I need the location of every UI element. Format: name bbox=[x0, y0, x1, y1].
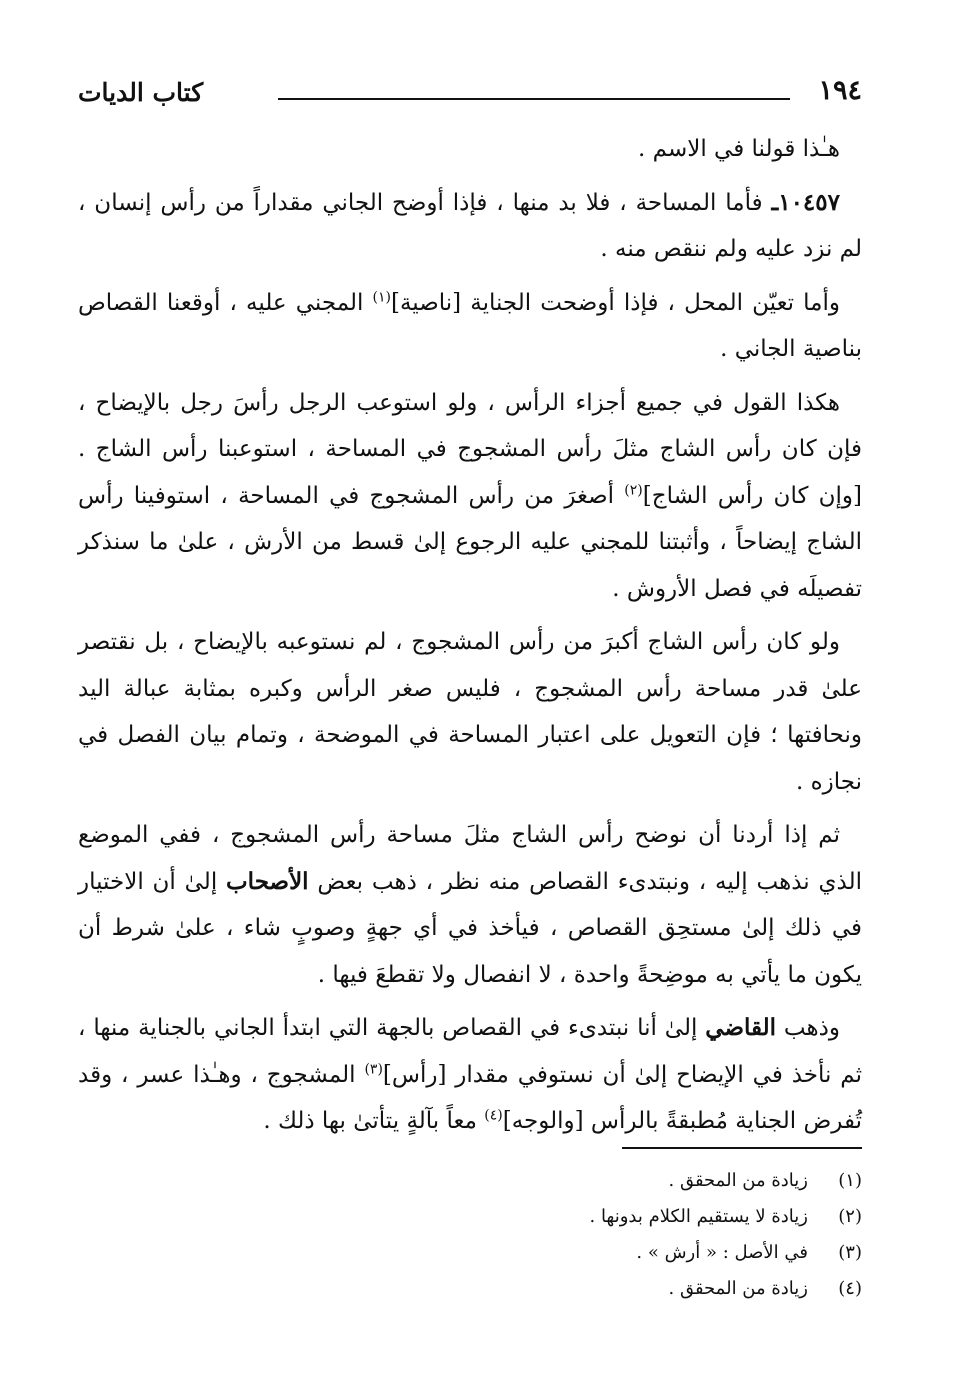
paragraph-4-text: ولو كان رأس الشاج أكبرَ من رأس المشجوج ، لم نستوعبه بالإيضاح ، بل نقتصر علىٰ قدر مساحة رأس المشجوج ، فليس صغر الرأس وكبره بمثابة عبالة اليد ونحافتها ؛ فإن التعويل على اعتبار المساحة في الموضحة ، وتمام بيان الفصل في نجازه . bbox=[78, 629, 862, 795]
paragraph-3-text-b: أصغرَ من رأس المشجوج في المساحة ، استوفينا رأس الشاج إيضاحاً ، وأثبتنا للمجني عليه الرجوع إلىٰ قسط من الأرش ، علىٰ ما سنذكر تفصيلَه في فصل الأروش . bbox=[78, 482, 862, 602]
paragraph-1-text: فأما المساحة ، فلا بد منها ، فإذا أوضح الجاني مقداراً من رأس إنسان ، لم نزد عليه ولم ننقص منه . bbox=[78, 189, 862, 262]
paragraph-5 bbox=[78, 812, 862, 998]
footnote-ref-4[interactable]: (٤) bbox=[484, 1107, 503, 1124]
footnote-number: (٢) bbox=[838, 1206, 862, 1227]
running-title: كتاب الديات bbox=[78, 78, 204, 107]
paragraph-6-text-d: معاً بآلةٍ يتأتىٰ بها ذلك . bbox=[263, 1108, 485, 1134]
paragraph-3-text-a: هكذا القول في جميع أجزاء الرأس ، ولو استوعب الرجل رأسَ رجل بالإيضاح ، فإن كان رأس الشاج مثلَ رأس المشجوج في المساحة ، استوعبنا رأس الشاج . [وإن كان رأس الشاج] bbox=[78, 389, 862, 509]
footnote-ref-2[interactable]: (٢) bbox=[624, 481, 643, 498]
paragraph-2 bbox=[78, 280, 862, 373]
footnote-text: زيادة من المحقق . bbox=[668, 1170, 808, 1191]
footnote-number: (٣) bbox=[838, 1242, 862, 1263]
footnote-separator bbox=[622, 1147, 862, 1149]
body-text bbox=[78, 126, 862, 1152]
paragraph-0 bbox=[78, 126, 862, 173]
paragraph-5-text-a: ثم إذا أردنا أن نوضح رأس الشاج مثلَ مساحة رأس المشجوج ، ففي الموضع الذي نذهب إليه ، ونبتدىء القصاص منه نظر ، ذهب بعض bbox=[78, 822, 862, 895]
paragraph-6 bbox=[78, 1005, 862, 1145]
paragraph-0-text: هـٰذا قولنا في الاسم . bbox=[638, 136, 840, 162]
footnote-number: (١) bbox=[838, 1170, 862, 1191]
page-header bbox=[78, 72, 862, 116]
issue-number: ١٠٤٥٧ـ bbox=[771, 188, 840, 216]
footnote-ref-1[interactable]: (١) bbox=[372, 288, 391, 305]
paragraph-6-text-a: وذهب bbox=[776, 1015, 840, 1041]
footnote-item bbox=[162, 1271, 862, 1307]
paragraph-1 bbox=[78, 180, 862, 273]
paragraph-2-text-b: المجني عليه ، أوقعنا القصاص بناصية الجاني . bbox=[78, 289, 862, 362]
page-number: ١٩٤ bbox=[818, 75, 862, 106]
paragraph-2-text-a: وأما تعيّن المحل ، فإذا أوضحت الجناية [ناصية] bbox=[390, 289, 840, 316]
footnote-item bbox=[162, 1199, 862, 1235]
footnote-text: زيادة لا يستقيم الكلام بدونها . bbox=[589, 1206, 808, 1227]
footnote-text: في الأصل : « أرش » . bbox=[636, 1242, 808, 1263]
term-ashab: الأصحاب bbox=[226, 867, 309, 895]
footnote-item bbox=[162, 1163, 862, 1199]
footnote-text: زيادة من المحقق . bbox=[668, 1278, 808, 1299]
paragraph-6-text-c: المشجوج ، وهـٰذا عسر ، وقد تُفرض الجناية مُطبقةً بالرأس [والوجه] bbox=[78, 1061, 862, 1134]
paragraph-3 bbox=[78, 380, 862, 613]
footnotes bbox=[162, 1163, 862, 1307]
footnote-item bbox=[162, 1235, 862, 1271]
header-rule bbox=[278, 98, 790, 100]
term-qadi: القاضي bbox=[705, 1014, 777, 1041]
footnote-number: (٤) bbox=[838, 1278, 862, 1299]
paragraph-5-text-b: إلىٰ أن الاختيار في ذلك إلىٰ مستحِق القصاص ، فيأخذ في أي جهةٍ وصوبٍ شاء ، علىٰ شرط أن يكون ما يأتي به موضِحةً واحدة ، لا انفصال ولا تقطعَ فيها . bbox=[78, 868, 862, 988]
paragraph-4 bbox=[78, 619, 862, 805]
footnote-ref-3[interactable]: (٣) bbox=[364, 1060, 383, 1077]
paragraph-6-text-b: إلىٰ أنا نبتدىء في القصاص بالجهة التي ابتدأ الجاني بالجناية منها ، ثم نأخذ في الإيضاح إلىٰ أن نستوفي مقدار [رأس] bbox=[78, 1015, 862, 1088]
